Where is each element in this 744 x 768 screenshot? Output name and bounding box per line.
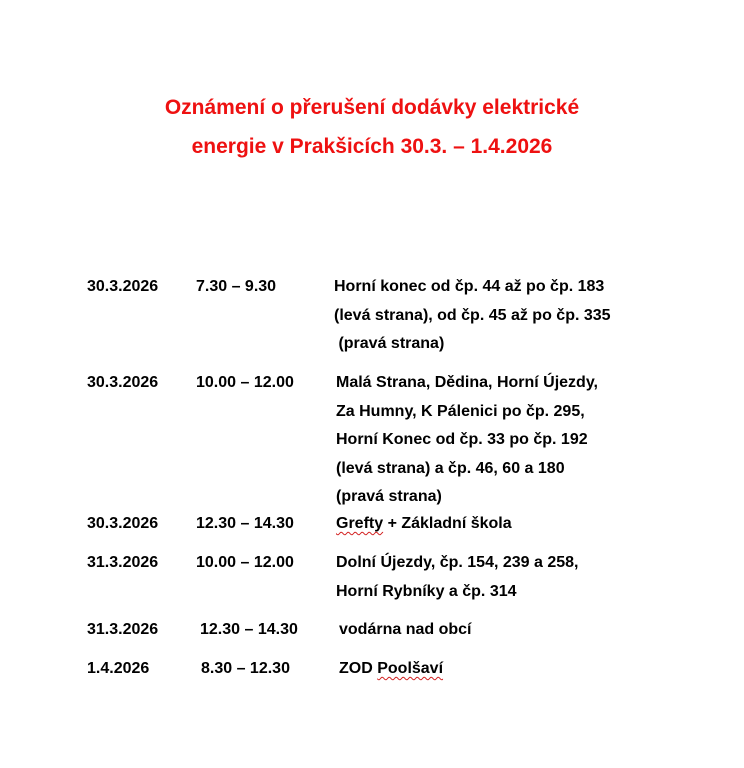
area-line: Horní konec od čp. 44 až po čp. 183 bbox=[334, 278, 605, 295]
row-date: 30.3.2026 bbox=[87, 374, 159, 391]
row-area bbox=[336, 510, 512, 539]
spellcheck-marked-word: Poolšaví bbox=[377, 660, 444, 677]
area-text: + Základní škola bbox=[383, 515, 512, 532]
area-line: Horní Konec od čp. 33 po čp. 192 bbox=[336, 431, 588, 448]
page-title bbox=[0, 88, 744, 166]
row-area bbox=[336, 549, 578, 606]
row-time: 10.00 – 12.00 bbox=[196, 374, 294, 391]
spellcheck-marked-word: Grefty bbox=[336, 515, 384, 532]
row-area bbox=[339, 616, 471, 645]
area-line bbox=[336, 510, 512, 539]
row-time: 7.30 – 9.30 bbox=[196, 278, 277, 295]
row-area bbox=[339, 655, 443, 684]
area-line: Dolní Újezdy, čp. 154, 239 a 258, bbox=[336, 554, 579, 571]
area-line: (pravá strana) bbox=[336, 488, 442, 505]
row-time: 12.30 – 14.30 bbox=[200, 621, 298, 638]
row-time: 10.00 – 12.00 bbox=[196, 554, 294, 571]
row-time: 8.30 – 12.30 bbox=[201, 660, 290, 677]
row-area bbox=[336, 369, 598, 512]
title-line-1: Oznámení o přerušení dodávky elektrické bbox=[164, 96, 580, 119]
area-line: vodárna nad obcí bbox=[339, 621, 472, 638]
area-line: Za Humny, K Pálenici po čp. 295, bbox=[336, 402, 585, 420]
row-date: 30.3.2026 bbox=[87, 515, 159, 532]
area-line: Malá Strana, Dědina, Horní Újezdy, bbox=[336, 374, 598, 391]
area-line: (levá strana) a čp. 46, 60 a 180 bbox=[336, 459, 565, 477]
title-line-2: energie v Prakšicích 30.3. – 1.4.2026 bbox=[191, 135, 553, 158]
area-text: ZOD bbox=[339, 660, 378, 677]
area-line: Horní Rybníky a čp. 314 bbox=[336, 582, 517, 600]
row-date: 1.4.2026 bbox=[87, 660, 150, 677]
area-line bbox=[339, 655, 443, 684]
row-area bbox=[334, 273, 611, 359]
row-date: 30.3.2026 bbox=[87, 278, 159, 295]
row-date: 31.3.2026 bbox=[87, 621, 159, 638]
area-line: (pravá strana) bbox=[334, 335, 445, 352]
row-date: 31.3.2026 bbox=[87, 554, 159, 571]
area-line: (levá strana), od čp. 45 až po čp. 335 bbox=[334, 306, 611, 324]
row-time: 12.30 – 14.30 bbox=[196, 515, 294, 532]
